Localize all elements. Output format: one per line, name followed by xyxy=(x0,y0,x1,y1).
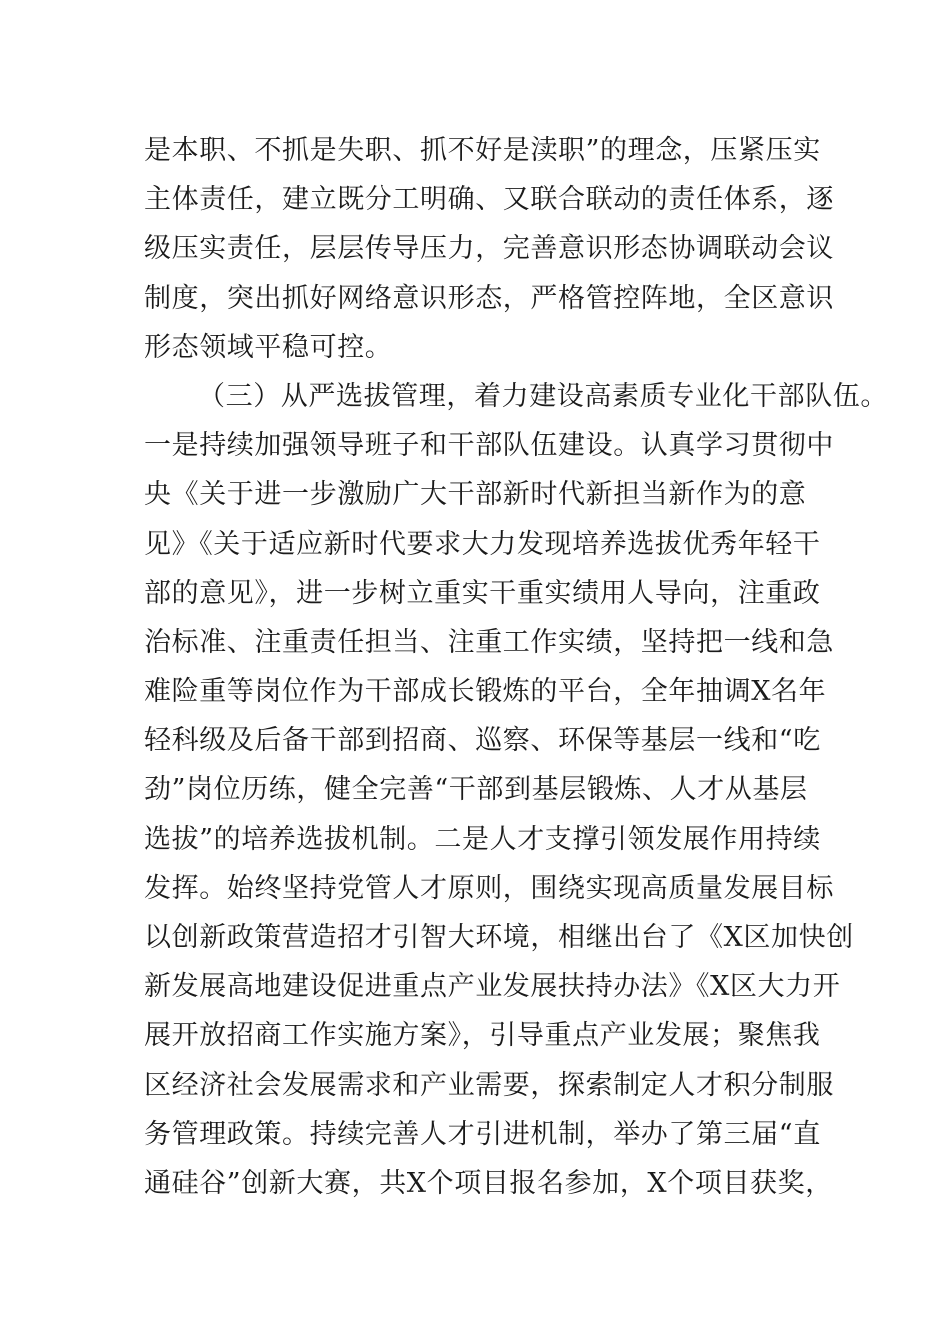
text-line: 通硅谷”创新大赛，共X个项目报名参加，X个项目获奖， xyxy=(144,1167,833,1199)
text-line: 发挥。始终坚持党管人才原则，围绕实现高质量发展目标 xyxy=(144,872,834,904)
text-line: 选拔”的培养选拔机制。二是人才支撑引领发展作用持续 xyxy=(144,823,821,855)
text-line: 难险重等岗位作为干部成长锻炼的平台，全年抽调X名年 xyxy=(144,676,827,708)
text-line: 以创新政策营造招才引智大环境，相继出台了《X区加快创 xyxy=(144,922,854,953)
text-line: 轻科级及后备干部到招商、巡察、环保等基层一线和“吃 xyxy=(144,725,821,757)
text-line: 展开放招商工作实施方案》，引导重点产业发展；聚焦我 xyxy=(144,1020,821,1052)
text-line: 形态领域平稳可控。 xyxy=(144,331,393,363)
text-line: 治标准、注重责任担当、注重工作实绩，坚持把一线和急 xyxy=(144,626,834,658)
text-line: 一是持续加强领导班子和干部队伍建设。认真学习贯彻中 xyxy=(144,430,834,462)
text-line: 区经济社会发展需求和产业需要，探索制定人才积分制服 xyxy=(144,1069,834,1101)
text-line: 是本职、不抓是失职、抓不好是渎职”的理念，压紧压实 xyxy=(144,135,821,166)
text-line: 部的意见》，进一步树立重实干重实绩用人导向，注重政 xyxy=(144,577,821,609)
section-heading-line: （三）从严选拔管理，着力建设高素质专业化干部队伍。 xyxy=(198,380,888,412)
body-text xyxy=(144,126,888,1208)
text-line: 务管理政策。持续完善人才引进机制，举办了第三届“直 xyxy=(144,1118,821,1150)
text-line: 劲”岗位历练，健全完善“干部到基层锻炼、人才从基层 xyxy=(144,774,808,806)
text-line: 新发展高地建设促进重点产业发展扶持办法》《X区大力开 xyxy=(144,971,841,1003)
text-line: 央《关于进一步激励广大干部新时代新担当新作为的意 xyxy=(144,479,807,511)
text-line: 主体责任，建立既分工明确、又联合联动的责任体系，逐 xyxy=(144,184,834,216)
text-line: 制度，突出抓好网络意识形态，严格管控阵地，全区意识 xyxy=(144,282,834,314)
text-line: 见》《关于适应新时代要求大力发现培养选拔优秀年轻干 xyxy=(144,528,821,560)
text-line: 级压实责任，层层传导压力，完善意识形态协调联动会议 xyxy=(144,233,834,265)
